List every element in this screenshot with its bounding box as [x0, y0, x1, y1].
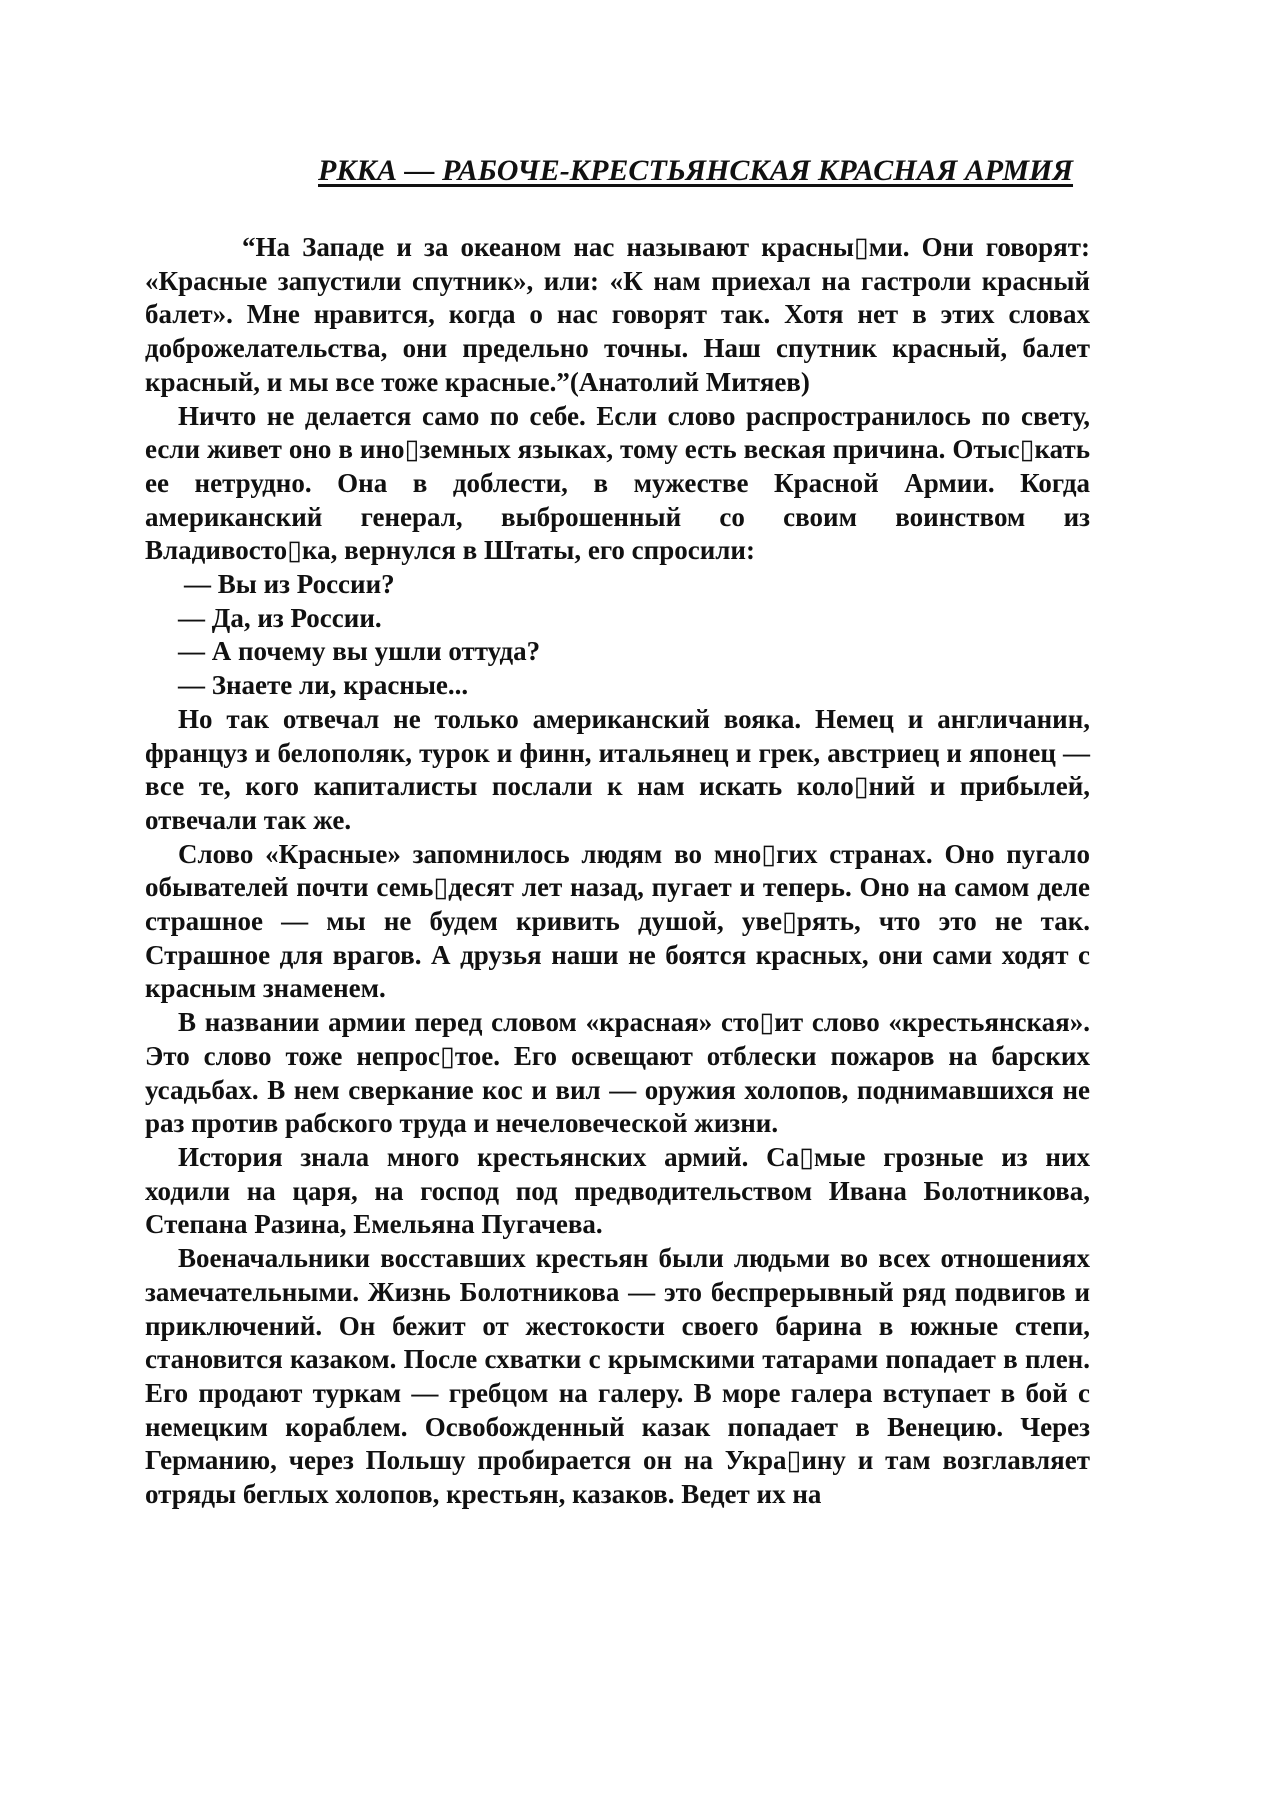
paragraph-2: Но так отвечал не только американский вояка. Немец и англичанин, француз и белополяк, турок и финн, итальянец и грек, австриец и японец — все те, кого капиталисты послали к нам искать коло▯ний и прибылей, отвечали так же.	[145, 703, 1090, 835]
paragraph-3: Слово «Красные» запомнилось людям во мно▯гих странах. Оно пугало обывателей почти семь▯десят лет назад, пугает и теперь. Оно на самом деле страшное — мы не будем кривить душой, уве▯рять, что это не так. Страшное для врагов. А друзья наши не боятся красных, они сами ходят с красным знаменем.	[145, 838, 1090, 1004]
dialogue-line-1: — Вы из России?	[184, 569, 395, 600]
document-title: РККА — РАБОЧЕ-КРЕСТЬЯНСКАЯ КРАСНАЯ АРМИЯ	[318, 154, 1074, 187]
dialogue-line-2: — Да, из России.	[178, 602, 382, 633]
epigraph: “На Западе и за океаном нас называют красны▯ми. Они говорят: «Красные запустили спутник», или: «К нам приехал на гастроли красный балет». Мне нравится, когда о нас говорят так. Хотя нет в этих словах доброжелательства, они предельно точны. Наш спутник красный, балет красный, и мы все тоже красные.”(Анатолий Митяев)	[145, 232, 1090, 397]
paragraph-1: Ничто не делается само по себе. Если слово распространилось по свету, если живет оно в ино▯земных языках, тому есть веская причина. Отыс▯кать ее нетрудно. Она в доблести, в мужестве Красной Армии. Когда американский генерал, выброшенный со своим воинством из Владивосто▯ка, вернулся в Штаты, его спросили:	[145, 400, 1090, 566]
dialogue-line-4: — Знаете ли, красные...	[178, 670, 469, 701]
paragraph-4: В названии армии перед словом «красная» сто▯ит слово «крестьянская». Это слово тоже непрос▯тое. Его освещают отблески пожаров на барских усадьбах. В нем сверкание кос и вил — оружия холопов, поднимавшихся не раз против рабского труда и нечеловеческой жизни.	[145, 1007, 1090, 1139]
paragraph-6: Военачальники восставших крестьян были людьми во всех отношениях замечательными. Жизнь Болотникова — это беспрерывный ряд подвигов и приключений. Он бежит от жестокости своего барина в южные степи, становится казаком. После схватки с крымскими татарами попадает в плен. Его продают туркам — гребцом на галеру. В море галера вступает в бой с немецким кораблем. Освобожденный казак попадает в Венецию. Через Германию, через Польшу пробирается он на Укра▯ину и там возглавляет отряды беглых холопов, крестьян, казаков. Ведет их на	[145, 1243, 1090, 1510]
paragraph-5: История знала много крестьянских армий. Са▯мые грозные из них ходили на царя, на господ под предводительством Ивана Болотникова, Степана Разина, Емельяна Пугачева.	[145, 1141, 1090, 1240]
document-body	[145, 231, 1090, 1512]
dialogue-line-3: — А почему вы ушли оттуда?	[178, 636, 541, 667]
